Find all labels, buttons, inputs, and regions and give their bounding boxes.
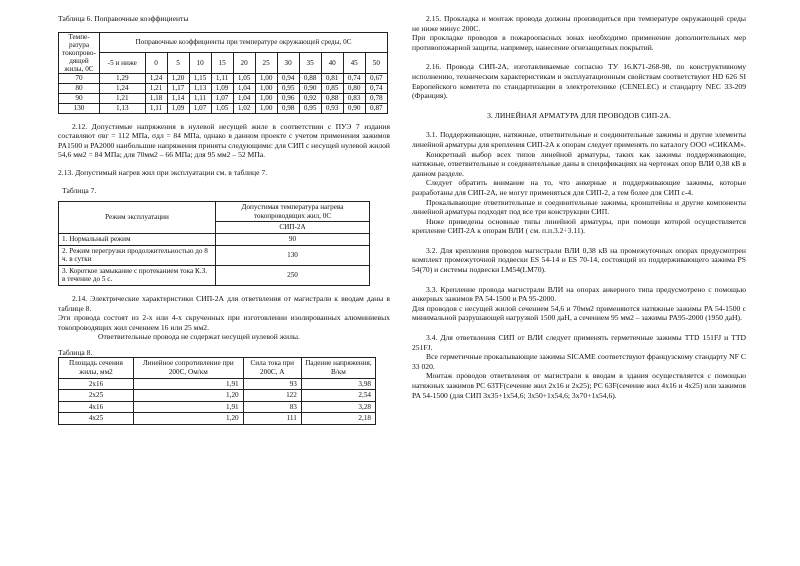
table6-head-temp: Темпе- ратура токопрово- дящей жилы, 0С bbox=[59, 32, 100, 73]
table6-cell: 0,95 bbox=[277, 83, 299, 93]
table6-cell: 1,18 bbox=[145, 93, 167, 103]
table8-cell: 4x25 bbox=[59, 413, 134, 425]
table6-cell: 1,14 bbox=[167, 93, 189, 103]
table8-cell: 83 bbox=[243, 401, 301, 413]
table6-cell: 0,83 bbox=[343, 93, 365, 103]
para-3-1e: Ниже приведены основные типы линейной арматуры, при помощи которой осуществляется крепление СИП-2А к опорам ВЛИ ( см. п.п.3.2÷3.11). bbox=[412, 216, 746, 236]
table6-cell: 1,09 bbox=[167, 103, 189, 113]
table7-temp-cell: 90 bbox=[216, 233, 370, 245]
table6-cell: 1,24 bbox=[100, 83, 146, 93]
para-3-3b: Для проводов с несущей жилой сечением 54,6 и 70мм2 применяются натяжные зажимы PA 54-1500 с минимальной разрушающей нагрузкой 1500 даН, а сечением 95 мм2 – зажимы PA95-2000 (1950 даН). bbox=[412, 303, 746, 323]
table6-cell: 1,00 bbox=[255, 103, 277, 113]
table6-col-header: 50 bbox=[365, 53, 387, 74]
table6-cell: 0,94 bbox=[277, 73, 299, 83]
para-3-1a: 3.1. Поддерживающие, натяжные, ответвительные и соединительные зажимы и другие элементы линейной арматуры для крепления СИП-2А к опорам следует применять по каталогу ООО «СИКАМ». bbox=[412, 130, 746, 149]
table-row bbox=[59, 413, 376, 425]
table-row bbox=[59, 378, 376, 390]
table8-cell: 1,91 bbox=[134, 378, 244, 390]
table6-cell: 0,96 bbox=[277, 93, 299, 103]
table6-cell: 1,07 bbox=[211, 93, 233, 103]
table6-col-header: 25 bbox=[255, 53, 277, 74]
table8-cell: 1,20 bbox=[134, 413, 244, 425]
table8-caption: Таблица 8. bbox=[58, 347, 93, 357]
table7-body bbox=[59, 233, 370, 285]
table6-col-header: 20 bbox=[233, 53, 255, 74]
table6-cell: 0,78 bbox=[365, 93, 387, 103]
table6-cell: 1,11 bbox=[211, 73, 233, 83]
table8-col-header: Линейное сопротивление при 200С, Ом/км bbox=[134, 358, 244, 378]
table6-cell: 0,85 bbox=[321, 83, 343, 93]
table6-cell: 1,17 bbox=[167, 83, 189, 93]
table6-cell: 1,04 bbox=[233, 93, 255, 103]
table6-cell: 1,00 bbox=[255, 93, 277, 103]
table-row bbox=[59, 103, 388, 113]
table8-cell: 3,28 bbox=[301, 401, 375, 413]
table6-cell: 1,21 bbox=[100, 93, 146, 103]
para-2-13: 2.13. Допустимый нагрев жил при эксплуатации см. в таблице 7. bbox=[58, 167, 268, 177]
table6-cell: 1,11 bbox=[145, 103, 167, 113]
table6-cell: 1,02 bbox=[233, 103, 255, 113]
para-3-4c: Монтаж проводов ответвления от магистрали к вводам в здания осуществляется с помощью натяжных зажимов PC 63TF(сечение жил 2x16 и 2x25); PC 63F(сечение жил 4x16 и 4x25) или зажимов PA 54-1500 (для СИП 3x35+1x54,6; 3x50+1x54,6; 3x70+1x54,6). bbox=[412, 371, 746, 400]
table7-caption: Таблица 7. bbox=[62, 185, 97, 195]
left-column bbox=[58, 14, 390, 425]
para-3-2: 3.2. Для крепления проводов магистрали ВЛИ 0,38 кВ на промежуточных опорах предусмотрен комплект промежуточной подвески ES 54-14 и ES 70-14, состоящий из поддерживающего зажима PS 54(70) и системы подвески LM54(LM70). bbox=[412, 245, 746, 275]
table6-caption: Таблица 6. Поправочные коэффициенты bbox=[58, 14, 189, 23]
table-row bbox=[59, 93, 388, 103]
table-row bbox=[59, 265, 370, 285]
table6-col-headers bbox=[59, 53, 388, 74]
table7-head-mode: Режим эксплуатации bbox=[59, 202, 216, 234]
para-3-1b: Конкретный выбор всех типов линейной арматуры, таких как зажимы поддерживающие, натяжные, ответвительные и соединительные даны в спецификациях на чертежах опор ВЛИ 0,38 кВ в данном разделе. bbox=[412, 149, 746, 178]
para-2-12: 2.12. Допустимые напряжения в нулевой несущей жиле в соответствии с ПУЭ 7 издания составляют σвг = 112 МПа, σдл = 84 МПа, однако в данном проекте с учетом применения зажимов PA1500 и PA2000 наибольшие напряжения приняты следующими: для СИП с несущей нулевой жилой 54,6 мм2 = 84 МПа; для 70мм2 – 66 МПа; для 95 мм2 – 52 МПа. bbox=[58, 121, 390, 160]
table6-cell: 0,90 bbox=[299, 83, 321, 93]
table7-mode-cell: 3. Короткое замыкание с протеканием тока К.З. в течение до 5 с. bbox=[59, 265, 216, 285]
table6-col-header: 10 bbox=[189, 53, 211, 74]
table6-cell: 0,80 bbox=[343, 83, 365, 93]
table6-col-header: 35 bbox=[299, 53, 321, 74]
table6-cell: 1,00 bbox=[255, 73, 277, 83]
table8-cell: 4x16 bbox=[59, 401, 134, 413]
table6 bbox=[58, 32, 388, 114]
table-row bbox=[59, 245, 370, 265]
table6-cell: 0,74 bbox=[343, 73, 365, 83]
table8-col-header: Сила тока при 200С, А bbox=[243, 358, 301, 378]
table6-cell: 1,09 bbox=[211, 83, 233, 93]
table6-cell: 1,05 bbox=[211, 103, 233, 113]
table6-cell: 1,13 bbox=[100, 103, 146, 113]
para-2-14b: Эти провода состоят из 2-х или 4-х скрученных при изготовлении изолированных алюминиевых токопроводящих жил сечением 16 или 25 мм2. bbox=[58, 313, 390, 332]
section-3-heading: 3. ЛИНЕЙНАЯ АРМАТУРА ДЛЯ ПРОВОДОВ СИП-2А. bbox=[487, 110, 671, 120]
table8-head bbox=[59, 358, 376, 378]
table6-cell: 130 bbox=[59, 103, 100, 113]
table6-cell: 90 bbox=[59, 93, 100, 103]
table6-col-header: 30 bbox=[277, 53, 299, 74]
table8-cell: 2x16 bbox=[59, 378, 134, 390]
table6-cell: 0,98 bbox=[277, 103, 299, 113]
table6-cell: 0,95 bbox=[299, 103, 321, 113]
table7-mode-cell: 2. Режим перегрузки продолжительностью до 8 ч. в сутки bbox=[59, 245, 216, 265]
table8-cell: 122 bbox=[243, 390, 301, 402]
table8-cell: 1,20 bbox=[134, 390, 244, 402]
table6-col-header: 5 bbox=[167, 53, 189, 74]
table-row bbox=[59, 401, 376, 413]
table-row bbox=[59, 390, 376, 402]
table8 bbox=[58, 357, 376, 425]
table7-head-temp: Допустимая температура нагрева токопроводящих жил, 0С bbox=[216, 202, 370, 222]
table-row bbox=[59, 83, 388, 93]
table6-cell: 1,05 bbox=[233, 73, 255, 83]
table6-col-header: 45 bbox=[343, 53, 365, 74]
table6-cell: 1,24 bbox=[145, 73, 167, 83]
table6-cell: 70 bbox=[59, 73, 100, 83]
para-2-15a: 2.15. Прокладка и монтаж провода должны производиться при температуре окружающей среды не ниже минус 200С. bbox=[412, 14, 746, 33]
table6-cell: 1,00 bbox=[255, 83, 277, 93]
table7-temp-cell: 250 bbox=[216, 265, 370, 285]
table6-col-header: 40 bbox=[321, 53, 343, 74]
para-2-16: 2.16. Провода СИП-2А, изготавливаемые согласно ТУ 16.К71-268-98, по конструктивному исполнению, техническим характеристикам и эксплуатационным свойствам соответствуют HD 626 SI Европейского комитета по стандартизации в электротехнике (CENELEC) и стандарту NEC 33-209 (Франция). bbox=[412, 62, 746, 101]
table6-cell: 1,29 bbox=[100, 73, 146, 83]
table6-cell: 0,88 bbox=[299, 73, 321, 83]
table6-cell: 1,11 bbox=[189, 93, 211, 103]
table8-cell: 111 bbox=[243, 413, 301, 425]
table6-cell: 80 bbox=[59, 83, 100, 93]
table6-cell: 0,74 bbox=[365, 83, 387, 93]
table7-head-sub: СИП-2А bbox=[216, 222, 370, 234]
table6-col-header: -5 и ниже bbox=[100, 53, 146, 74]
para-3-4a: 3.4. Для ответвления СИП от ВЛИ следует применять герметичные зажимы TTD 151FJ и TTD 251FJ. bbox=[412, 333, 746, 352]
para-2-14c: Ответвительные провода не содержат несущей нулевой жилы. bbox=[98, 332, 300, 342]
para-2-15b: При прокладке проводов в пожароопасных зонах необходимо применение дополнительных мер противопожарной защиты, например, нанесение огнезащитных покрытий. bbox=[412, 33, 746, 52]
para-3-3a: 3.3. Крепление провода магистрали ВЛИ на опорах анкерного типа предусмотрено с помощью анкерных зажимов PA 54-1500 и PA 95-2000. bbox=[412, 284, 746, 304]
table8-cell: 2,18 bbox=[301, 413, 375, 425]
table6-col-header: 0 bbox=[145, 53, 167, 74]
table7-mode-cell: 1. Нормальный режим bbox=[59, 233, 216, 245]
para-2-14a: 2.14. Электрические характеристики СИП-2А для ответвления от магистрали к вводам даны в таблице 8. bbox=[58, 293, 390, 313]
para-3-1d: Прокалывающие ответвительные и соединительные зажимы, кронштейны и другие компоненты линейной арматуры подходят под все три конструкции СИП. bbox=[412, 197, 746, 217]
table6-body bbox=[59, 73, 388, 113]
table6-cell: 1,21 bbox=[145, 83, 167, 93]
table6-head-coef: Поправочные коэффициенты при температуре окружающей среды, 0С bbox=[100, 32, 388, 53]
table8-col-header: Падение напряжения, В/км bbox=[301, 358, 375, 378]
table6-cell: 0,92 bbox=[299, 93, 321, 103]
table6-cell: 1,20 bbox=[167, 73, 189, 83]
table6-cell: 0,81 bbox=[321, 73, 343, 83]
table6-cell: 0,87 bbox=[365, 103, 387, 113]
table-row bbox=[59, 233, 370, 245]
table8-body bbox=[59, 378, 376, 424]
table6-cell: 1,07 bbox=[189, 103, 211, 113]
table6-cell: 0,67 bbox=[365, 73, 387, 83]
right-column bbox=[412, 14, 746, 400]
table6-cell: 0,93 bbox=[321, 103, 343, 113]
table8-cell: 2x25 bbox=[59, 390, 134, 402]
table6-cell: 0,88 bbox=[321, 93, 343, 103]
table6-cell: 0,90 bbox=[343, 103, 365, 113]
table8-cell: 1,91 bbox=[134, 401, 244, 413]
table6-cell: 1,15 bbox=[189, 73, 211, 83]
para-3-4b: Все герметичные прокалывающие зажимы SICAME соответствуют французскому стандарту NF C 33 020. bbox=[412, 352, 746, 371]
table6-col-header: 15 bbox=[211, 53, 233, 74]
table7 bbox=[58, 201, 370, 286]
table6-cell: 1,13 bbox=[189, 83, 211, 93]
table-row bbox=[59, 73, 388, 83]
table8-cell: 2,54 bbox=[301, 390, 375, 402]
table7-temp-cell: 130 bbox=[216, 245, 370, 265]
table8-cell: 3,98 bbox=[301, 378, 375, 390]
para-3-1c: Следует обратить внимание на то, что анкерные и поддерживающие зажимы, которые разработаны для СИП-2А, не могут применяться для СИП-2, а тем более для СИП с-4. bbox=[412, 178, 746, 197]
table8-col-header: Площадь сечения жилы, мм2 bbox=[59, 358, 134, 378]
table8-cell: 93 bbox=[243, 378, 301, 390]
table6-cell: 1,04 bbox=[233, 83, 255, 93]
